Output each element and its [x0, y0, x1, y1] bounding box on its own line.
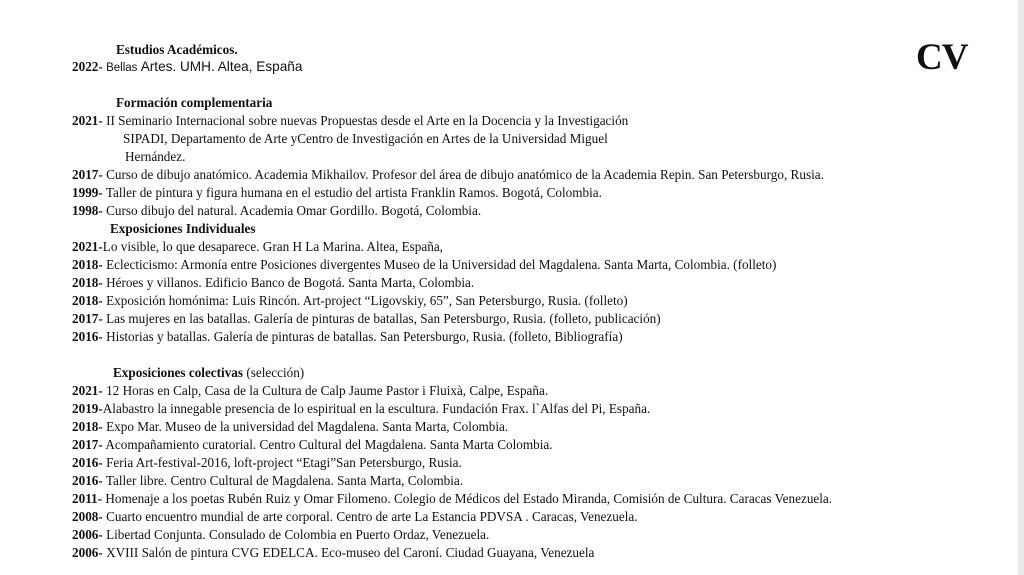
entry-year: 1998-: [72, 203, 103, 218]
individual-entry: [72, 328, 623, 345]
colectiva-entry: [72, 436, 553, 453]
entry-text: Feria Art-festival-2016, loft-project “Etagi”San Petersburgo, Rusia.: [106, 455, 462, 470]
estudios-entry: [72, 58, 302, 77]
formacion-entry: [72, 202, 481, 219]
colectiva-entry: [72, 472, 463, 489]
entry-text: Homenaje a los poetas Rubén Ruiz y Omar Filomeno. Colegio de Médicos del Estado Miranda, Comisión de Cultura. Caracas Venezuela.: [105, 491, 833, 506]
entry-text: Curso de dibujo anatómico. Academia Mikhailov. Profesor del área de dibujo anatómico de la Academia Repin. San Petersburgo, Rusia.: [106, 167, 824, 182]
colectiva-entry: [72, 526, 489, 543]
entry-text: II Seminario Internacional sobre nuevas Propuestas desde el Arte en la Docencia y la Investigación: [106, 113, 629, 128]
individual-entry: [72, 256, 776, 273]
entry-text: Historias y batallas. Galería de pinturas de batallas. San Petersburgo, Rusia. (folleto, Bibliografía): [106, 329, 623, 344]
entry-year: 2018-: [72, 257, 103, 272]
entry-year: 2021-: [72, 113, 103, 128]
entry-text: 12 Horas en Calp, Casa de la Cultura de Calp Jaume Pastor i Fluixà, Calpe, España.: [106, 383, 549, 398]
entry-text: Taller de pintura y figura humana en el estudio del artista Franklin Ramos. Bogotá, Colombia.: [105, 185, 602, 200]
heading-text: Exposiciones colectivas: [113, 365, 244, 380]
colectiva-entry: [72, 400, 650, 417]
entry-text: Libertad Conjunta. Consulado de Colombia en Puerto Ordaz, Venezuela.: [106, 527, 490, 542]
entry-prefix: Bellas: [106, 62, 138, 74]
entry-text: Exposición homónima: Luis Rincón. Art-project “Ligovskiy, 65”, San Petersburgo, Rusia. (folleto): [106, 293, 628, 308]
formacion-entry-continuation: SIPADI, Departamento de Arte yCentro de Investigación en Artes de la Universidad Miguel: [123, 131, 608, 146]
entry-year: 2017-: [72, 437, 103, 452]
entry-text: Artes. UMH. Altea, España: [140, 59, 303, 74]
formacion-entry: [72, 184, 602, 201]
page-edge: [1018, 0, 1024, 575]
entry-year: 2016-: [72, 329, 103, 344]
entry-year: 2019-: [72, 401, 103, 416]
entry-text: Lo visible, lo que desaparece. Gran H La Marina. Altea, España,: [102, 239, 443, 254]
colectiva-entry: [72, 382, 548, 399]
entry-year: 2016-: [72, 455, 103, 470]
entry-year: 2018-: [72, 275, 103, 290]
entry-year: 2021-: [72, 383, 103, 398]
entry-text: XVIII Salón de pintura CVG EDELCA. Eco-museo del Caroní. Ciudad Guayana, Venezuela: [106, 545, 595, 560]
colectiva-entry: [72, 490, 832, 507]
formacion-entry: [72, 112, 628, 129]
entry-text: Las mujeres en las batallas. Galería de pinturas de batallas, San Petersburgo, Rusia. (folleto, publicación): [106, 311, 661, 326]
entry-year: 2006-: [72, 527, 103, 542]
entry-year: 2022-: [72, 59, 103, 74]
entry-text: Alabastro la innegable presencia de lo espiritual en la escultura. Fundación Frax. l`Alfas del Pi, España.: [102, 401, 651, 416]
colectiva-entry: [72, 454, 462, 471]
individual-entry: [72, 310, 661, 327]
entry-year: 2018-: [72, 419, 103, 434]
entry-year: 2017-: [72, 167, 103, 182]
section-heading-individuales: Exposiciones Individuales: [110, 221, 256, 236]
colectiva-entry: [72, 508, 638, 525]
entry-year: 1999-: [72, 185, 103, 200]
section-heading-colectivas: [113, 364, 304, 381]
entry-year: 2017-: [72, 311, 103, 326]
entry-year: 2008-: [72, 509, 103, 524]
entry-year: 2018-: [72, 293, 103, 308]
section-heading-formacion: Formación complementaria: [116, 95, 273, 110]
entry-text: Héroes y villanos. Edificio Banco de Bogotá. Santa Marta, Colombia.: [106, 275, 475, 290]
colectiva-entry: [72, 418, 508, 435]
heading-note: (selección): [246, 365, 305, 380]
entry-year: 2016-: [72, 473, 103, 488]
entry-text: Acompañamiento curatorial. Centro Cultural del Magdalena. Santa Marta Colombia.: [105, 437, 553, 452]
entry-text: Cuarto encuentro mundial de arte corporal. Centro de arte La Estancia PDVSA . Caracas, Venezuela.: [106, 509, 638, 524]
individual-entry: [72, 274, 474, 291]
entry-year: 2011-: [72, 491, 103, 506]
individual-entry: [72, 292, 628, 309]
colectiva-entry: [72, 544, 594, 561]
entry-text: Expo Mar. Museo de la universidad del Magdalena. Santa Marta, Colombia.: [106, 419, 509, 434]
entry-year: 2006-: [72, 545, 103, 560]
entry-year: 2021-: [72, 239, 103, 254]
section-heading-estudios: Estudios Académicos.: [116, 42, 238, 57]
individual-entry: [72, 238, 443, 255]
cv-title: CV: [916, 37, 968, 78]
entry-text: Eclecticismo: Armonía entre Posiciones divergentes Museo de la Universidad del Magdalena. Santa Marta, Colombia. (folleto): [106, 257, 777, 272]
formacion-entry: [72, 166, 824, 183]
entry-text: Curso dibujo del natural. Academia Omar Gordillo. Bogotá, Colombia.: [106, 203, 482, 218]
entry-text: Taller libre. Centro Cultural de Magdalena. Santa Marta, Colombia.: [105, 473, 464, 488]
formacion-entry-continuation: Hernández.: [125, 149, 186, 164]
